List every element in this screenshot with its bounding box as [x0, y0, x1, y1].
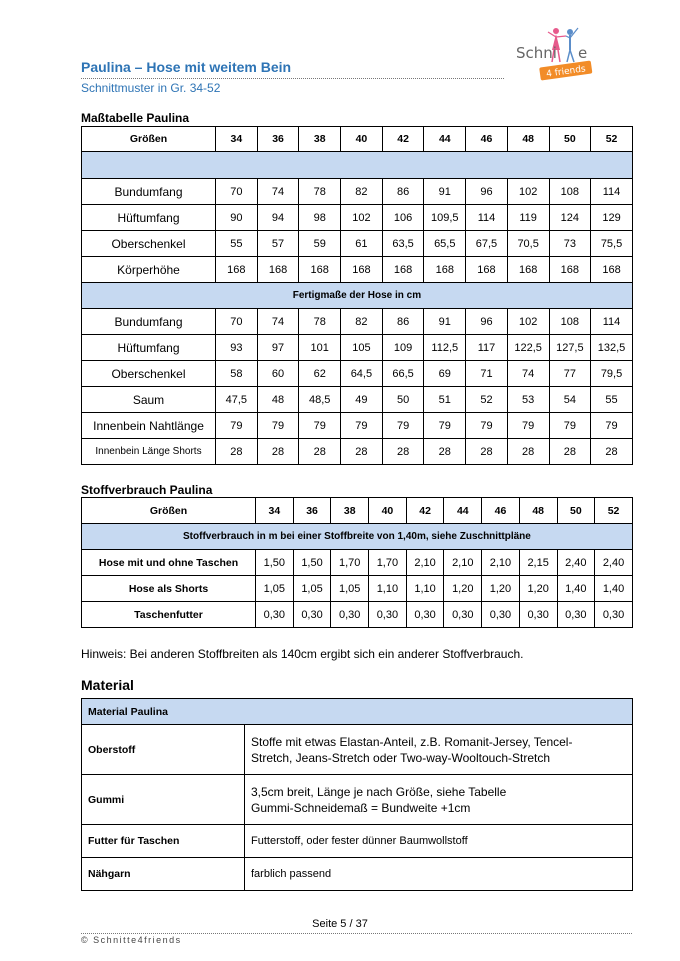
value-cell: 28: [591, 439, 633, 465]
value-cell: 49: [341, 387, 383, 413]
table-row: [82, 335, 633, 361]
fabric-header-row: [82, 498, 633, 524]
value-cell: 28: [507, 439, 549, 465]
row-label: Oberschenkel: [82, 361, 216, 387]
description-line: Stoffe mit etwas Elastan-Anteil, z.B. Romanit-Jersey, Tencel-: [251, 734, 573, 749]
value-cell: 0,30: [293, 602, 331, 628]
header-divider: [81, 78, 504, 79]
description-line: farblich passend: [251, 868, 332, 880]
value-cell: 2,40: [595, 550, 633, 576]
value-cell: 55: [591, 387, 633, 413]
material-table: [81, 698, 633, 891]
value-cell: 1,05: [293, 576, 331, 602]
size-cell: 50: [557, 498, 595, 524]
empty-band-cell: [82, 152, 633, 179]
size-cell: 36: [293, 498, 331, 524]
size-cell: 48: [519, 498, 557, 524]
value-cell: 1,50: [293, 550, 331, 576]
value-cell: 102: [507, 309, 549, 335]
size-cell: 38: [331, 498, 369, 524]
value-cell: 58: [216, 361, 258, 387]
value-cell: 102: [341, 205, 383, 231]
fabric-band-row: [82, 524, 633, 550]
value-cell: 73: [549, 231, 591, 257]
value-cell: 79: [507, 413, 549, 439]
value-cell: 1,20: [519, 576, 557, 602]
size-cell: 50: [549, 127, 591, 152]
value-cell: 0,30: [482, 602, 520, 628]
fabric-table-title: Stoffverbrauch Paulina: [81, 483, 213, 497]
table-row: [82, 550, 633, 576]
table-row: [82, 439, 633, 465]
value-cell: 90: [216, 205, 258, 231]
value-cell: 50: [382, 387, 424, 413]
value-cell: 122,5: [507, 335, 549, 361]
row-label: Hüftumfang: [82, 335, 216, 361]
value-cell: 168: [591, 257, 633, 283]
material-label: Nähgarn: [82, 858, 245, 891]
value-cell: 28: [299, 439, 341, 465]
value-cell: 1,05: [331, 576, 369, 602]
value-cell: 109: [382, 335, 424, 361]
value-cell: 1,40: [557, 576, 595, 602]
value-cell: 60: [257, 361, 299, 387]
description-line: Futterstoff, oder fester dünner Baumwollstoff: [251, 835, 468, 847]
table-row: [82, 361, 633, 387]
logo-wordmark: Schni: [516, 44, 557, 62]
value-cell: 114: [466, 205, 508, 231]
value-cell: 0,30: [369, 602, 407, 628]
value-cell: 48: [257, 387, 299, 413]
size-cell: 40: [341, 127, 383, 152]
row-label: Bundumfang: [82, 179, 216, 205]
value-cell: 78: [299, 309, 341, 335]
value-cell: 119: [507, 205, 549, 231]
size-cell: 52: [591, 127, 633, 152]
material-description: [245, 775, 633, 825]
material-row: [82, 775, 633, 825]
value-cell: 28: [216, 439, 258, 465]
value-cell: 1,10: [369, 576, 407, 602]
value-cell: 168: [257, 257, 299, 283]
value-cell: 101: [299, 335, 341, 361]
description-line: 3,5cm breit, Länge je nach Größe, siehe Tabelle: [251, 784, 507, 799]
value-cell: 0,30: [557, 602, 595, 628]
value-cell: 106: [382, 205, 424, 231]
material-description: [245, 825, 633, 858]
material-label: Futter für Taschen: [82, 825, 245, 858]
fabric-note: Hinweis: Bei anderen Stoffbreiten als 140cm ergibt sich ein anderer Stoffverbrauch.: [81, 647, 524, 661]
value-cell: 67,5: [466, 231, 508, 257]
value-cell: 59: [299, 231, 341, 257]
material-label: Gummi: [82, 775, 245, 825]
footer-divider: [81, 933, 632, 934]
size-cell: 40: [369, 498, 407, 524]
value-cell: 108: [549, 179, 591, 205]
mass-table-title: Maßtabelle Paulina: [81, 111, 190, 125]
value-cell: 91: [424, 309, 466, 335]
value-cell: 86: [382, 179, 424, 205]
material-description: [245, 858, 633, 891]
value-cell: 54: [549, 387, 591, 413]
value-cell: 79: [299, 413, 341, 439]
value-cell: 77: [549, 361, 591, 387]
finished-band-cell: Fertigmaße der Hose in cm: [82, 283, 633, 309]
value-cell: 168: [466, 257, 508, 283]
size-cell: 48: [507, 127, 549, 152]
value-cell: 2,15: [519, 550, 557, 576]
value-cell: 70: [216, 309, 258, 335]
value-cell: 2,10: [444, 550, 482, 576]
value-cell: 53: [507, 387, 549, 413]
value-cell: 109,5: [424, 205, 466, 231]
value-cell: 1,20: [482, 576, 520, 602]
row-label: Taschenfutter: [82, 602, 256, 628]
value-cell: 70: [216, 179, 258, 205]
value-cell: 1,10: [406, 576, 444, 602]
value-cell: 1,70: [331, 550, 369, 576]
value-cell: 1,40: [595, 576, 633, 602]
value-cell: 74: [257, 309, 299, 335]
value-cell: 1,70: [369, 550, 407, 576]
mass-empty-band: [82, 152, 633, 179]
value-cell: 79,5: [591, 361, 633, 387]
value-cell: 102: [507, 179, 549, 205]
value-cell: 132,5: [591, 335, 633, 361]
footer-copyright: © Schnitte4friends: [81, 935, 182, 945]
value-cell: 52: [466, 387, 508, 413]
value-cell: 2,10: [482, 550, 520, 576]
material-description: [245, 725, 633, 775]
row-label: Innenbein Länge Shorts: [82, 439, 216, 465]
table-row: [82, 309, 633, 335]
value-cell: 114: [591, 179, 633, 205]
material-row: [82, 858, 633, 891]
value-cell: 168: [382, 257, 424, 283]
row-label: Oberschenkel: [82, 231, 216, 257]
value-cell: 168: [507, 257, 549, 283]
page-title: Paulina – Hose mit weitem Bein: [81, 59, 292, 75]
value-cell: 79: [591, 413, 633, 439]
value-cell: 64,5: [341, 361, 383, 387]
table-row: [82, 576, 633, 602]
page-number: Seite 5 / 37: [312, 918, 368, 930]
size-cell: 34: [216, 127, 258, 152]
value-cell: 47,5: [216, 387, 258, 413]
size-cell: 46: [466, 127, 508, 152]
value-cell: 2,10: [406, 550, 444, 576]
size-header-cell: Größen: [82, 127, 216, 152]
value-cell: 61: [341, 231, 383, 257]
value-cell: 168: [299, 257, 341, 283]
value-cell: 93: [216, 335, 258, 361]
value-cell: 98: [299, 205, 341, 231]
value-cell: 65,5: [424, 231, 466, 257]
value-cell: 63,5: [382, 231, 424, 257]
value-cell: 82: [341, 179, 383, 205]
value-cell: 79: [257, 413, 299, 439]
mass-table: [81, 126, 633, 465]
size-cell: 34: [256, 498, 294, 524]
size-cell: 42: [382, 127, 424, 152]
value-cell: 71: [466, 361, 508, 387]
size-cell: 38: [299, 127, 341, 152]
value-cell: 79: [216, 413, 258, 439]
value-cell: 1,05: [256, 576, 294, 602]
value-cell: 78: [299, 179, 341, 205]
value-cell: 96: [466, 179, 508, 205]
value-cell: 28: [466, 439, 508, 465]
value-cell: 168: [216, 257, 258, 283]
table-row: [82, 387, 633, 413]
value-cell: 48,5: [299, 387, 341, 413]
value-cell: 0,30: [595, 602, 633, 628]
value-cell: 0,30: [519, 602, 557, 628]
value-cell: 1,20: [444, 576, 482, 602]
value-cell: 57: [257, 231, 299, 257]
value-cell: 79: [424, 413, 466, 439]
value-cell: 168: [424, 257, 466, 283]
value-cell: 28: [382, 439, 424, 465]
material-row: [82, 825, 633, 858]
value-cell: 70,5: [507, 231, 549, 257]
row-label: Bundumfang: [82, 309, 216, 335]
value-cell: 114: [591, 309, 633, 335]
material-row: [82, 725, 633, 775]
table-row: [82, 257, 633, 283]
value-cell: 51: [424, 387, 466, 413]
logo-wordmark-end: e: [578, 44, 588, 62]
page-subtitle: Schnittmuster in Gr. 34-52: [81, 81, 221, 95]
value-cell: 129: [591, 205, 633, 231]
value-cell: 75,5: [591, 231, 633, 257]
size-cell: 44: [444, 498, 482, 524]
value-cell: 0,30: [331, 602, 369, 628]
value-cell: 168: [341, 257, 383, 283]
fabric-table: [81, 497, 633, 628]
value-cell: 2,40: [557, 550, 595, 576]
value-cell: 124: [549, 205, 591, 231]
value-cell: 112,5: [424, 335, 466, 361]
fabric-band-cell: Stoffverbrauch in m bei einer Stoffbreite von 1,40m, siehe Zuschnittpläne: [82, 524, 633, 550]
value-cell: 105: [341, 335, 383, 361]
value-cell: 28: [257, 439, 299, 465]
value-cell: 66,5: [382, 361, 424, 387]
table-row: [82, 413, 633, 439]
value-cell: 96: [466, 309, 508, 335]
value-cell: 28: [549, 439, 591, 465]
value-cell: 82: [341, 309, 383, 335]
row-label: Innenbein Nahtlänge: [82, 413, 216, 439]
value-cell: 74: [507, 361, 549, 387]
value-cell: 79: [466, 413, 508, 439]
value-cell: 55: [216, 231, 258, 257]
table-row: [82, 205, 633, 231]
table-row: [82, 231, 633, 257]
size-cell: 46: [482, 498, 520, 524]
value-cell: 0,30: [406, 602, 444, 628]
value-cell: 62: [299, 361, 341, 387]
finished-band-row: [82, 283, 633, 309]
value-cell: 74: [257, 179, 299, 205]
description-line: Gummi-Schneidemaß = Bundweite +1cm: [251, 800, 471, 815]
value-cell: 168: [549, 257, 591, 283]
value-cell: 28: [341, 439, 383, 465]
logo-subtext: 4 friends: [545, 64, 587, 80]
value-cell: 0,30: [256, 602, 294, 628]
table-row: [82, 602, 633, 628]
material-header-row: [82, 699, 633, 725]
value-cell: 108: [549, 309, 591, 335]
row-label: Hose mit und ohne Taschen: [82, 550, 256, 576]
row-label: Körperhöhe: [82, 257, 216, 283]
value-cell: 91: [424, 179, 466, 205]
material-heading: Material: [81, 677, 134, 693]
size-cell: 52: [595, 498, 633, 524]
value-cell: 79: [341, 413, 383, 439]
table-row: [82, 179, 633, 205]
size-cell: 42: [406, 498, 444, 524]
material-label: Oberstoff: [82, 725, 245, 775]
size-header-cell: Größen: [82, 498, 256, 524]
value-cell: 1,50: [256, 550, 294, 576]
row-label: Hose als Shorts: [82, 576, 256, 602]
value-cell: 117: [466, 335, 508, 361]
value-cell: 94: [257, 205, 299, 231]
row-label: Hüftumfang: [82, 205, 216, 231]
value-cell: 86: [382, 309, 424, 335]
value-cell: 0,30: [444, 602, 482, 628]
value-cell: 79: [549, 413, 591, 439]
row-label: Saum: [82, 387, 216, 413]
value-cell: 127,5: [549, 335, 591, 361]
size-cell: 36: [257, 127, 299, 152]
value-cell: 97: [257, 335, 299, 361]
schnitte-logo: [508, 22, 608, 88]
description-line: Stretch, Jeans-Stretch oder Two-way-Wooltouch-Stretch: [251, 750, 551, 765]
value-cell: 69: [424, 361, 466, 387]
size-cell: 44: [424, 127, 466, 152]
mass-header-row: [82, 127, 633, 152]
value-cell: 28: [424, 439, 466, 465]
value-cell: 79: [382, 413, 424, 439]
material-header-cell: Material Paulina: [82, 699, 633, 725]
